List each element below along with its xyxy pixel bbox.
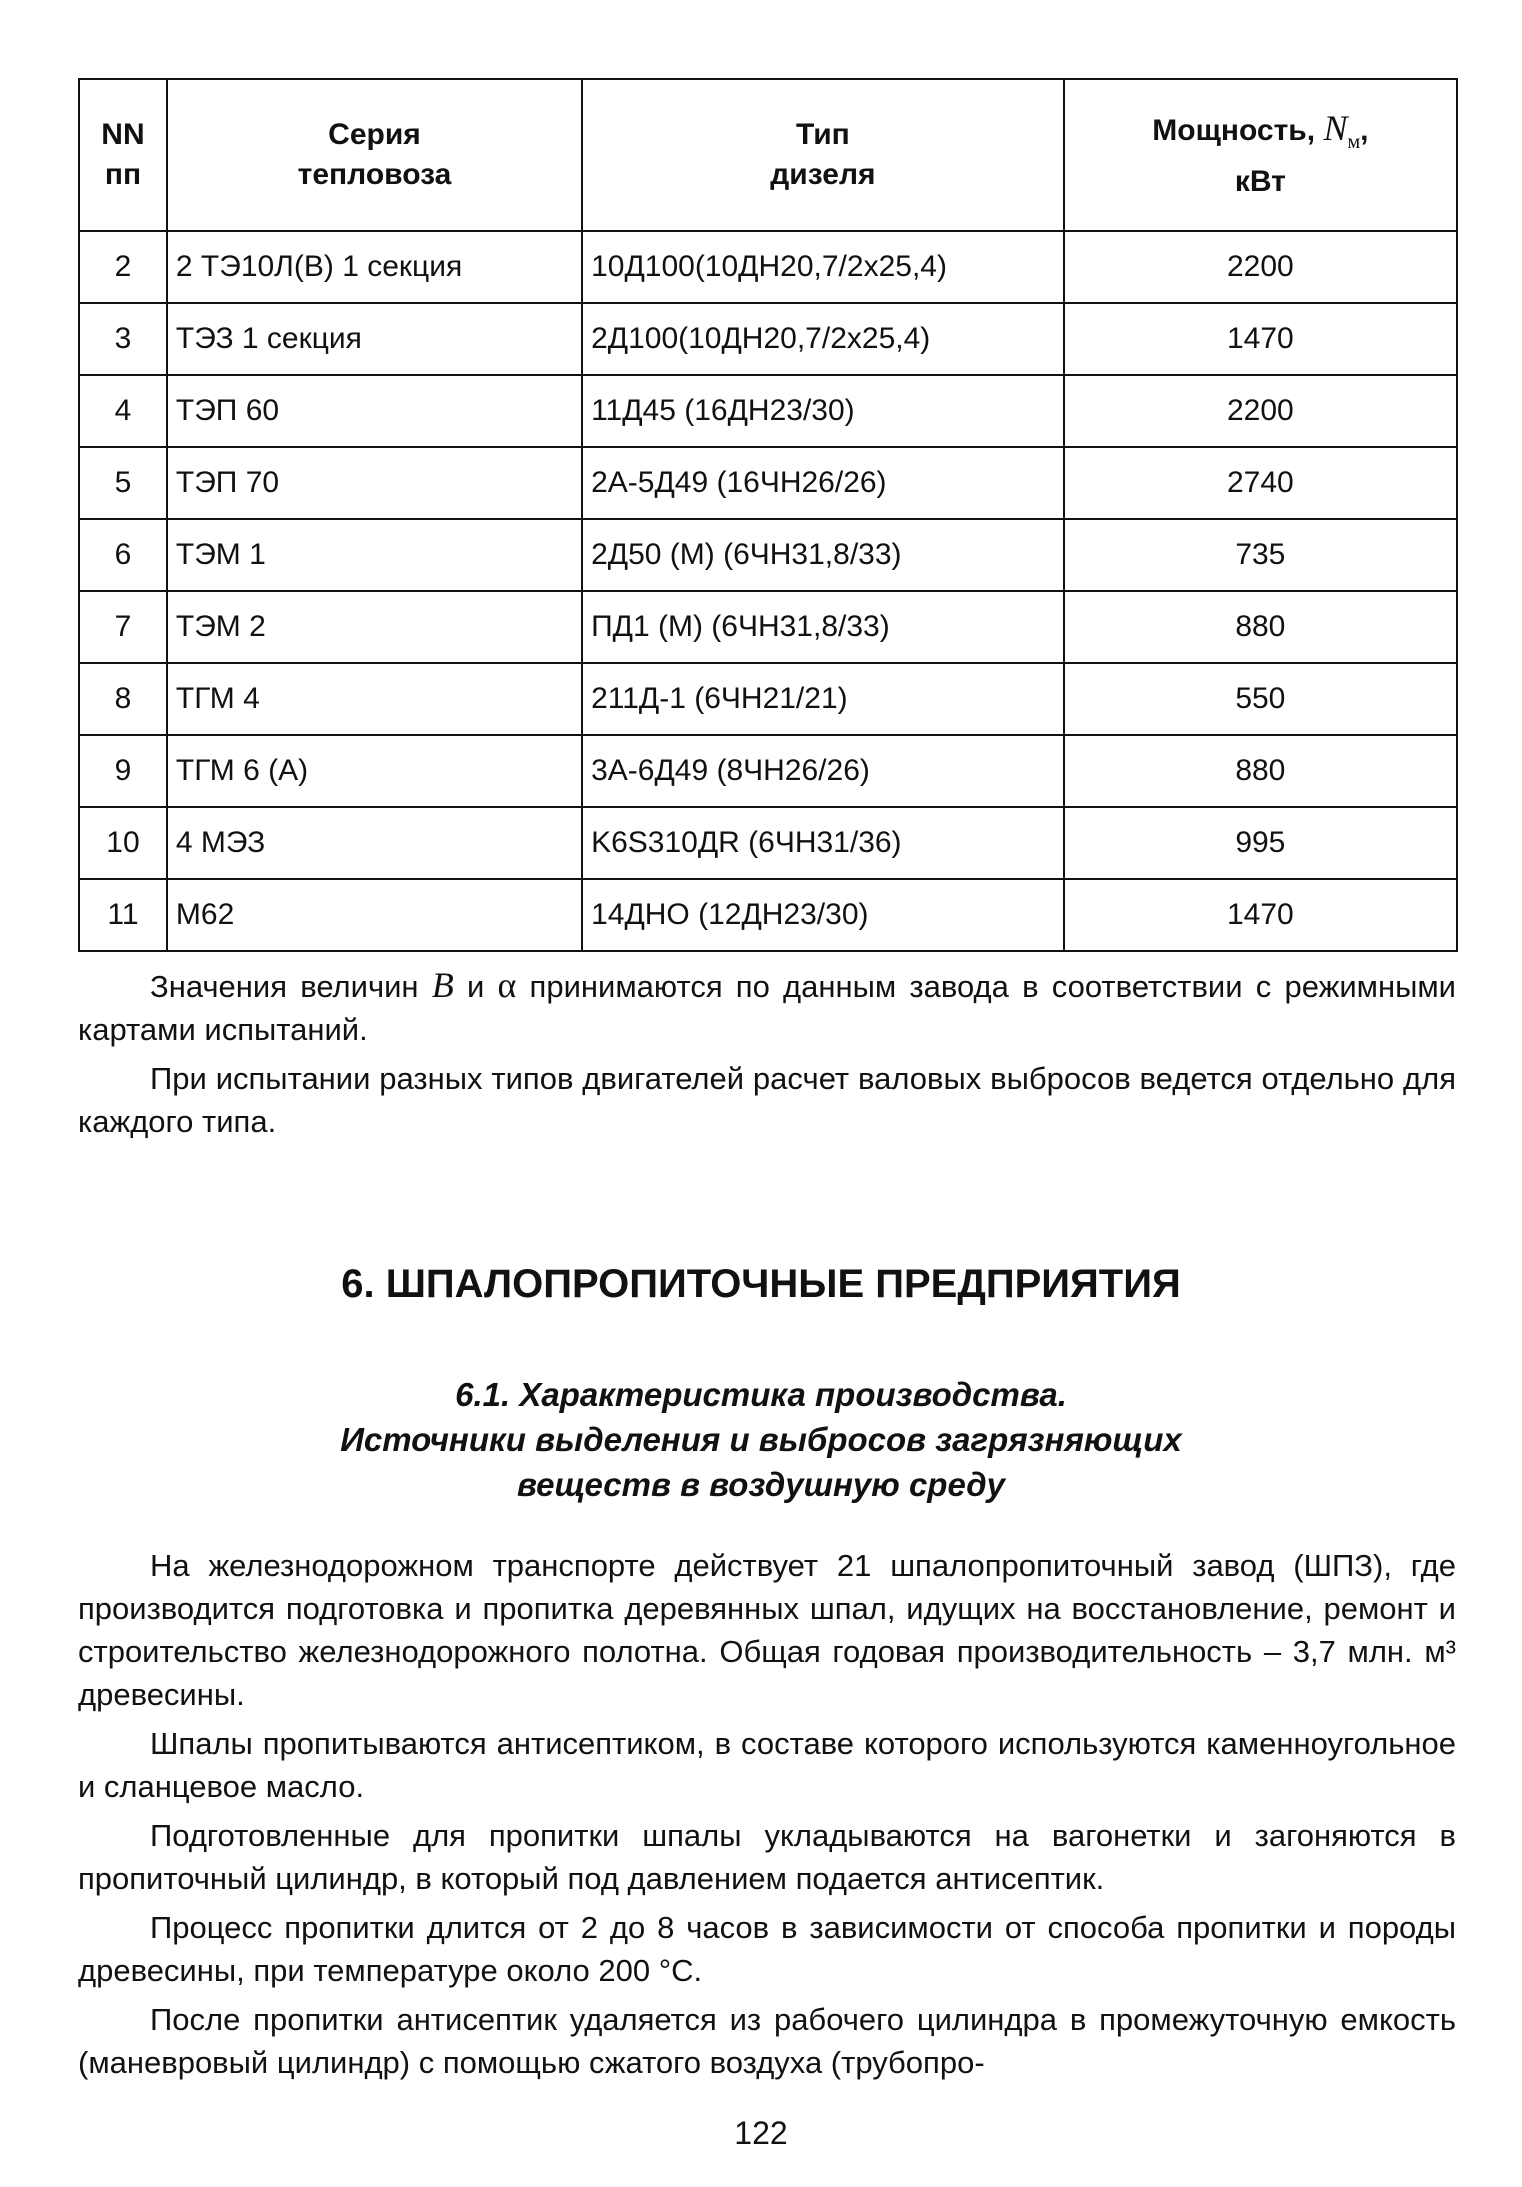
section-title: 6. ШПАЛОПРОПИТОЧНЫЕ ПРЕДПРИЯТИЯ	[341, 1262, 1181, 1306]
header-series: Серия тепловоза	[167, 79, 582, 231]
cell-series: 2 ТЭ10Л(В) 1 секция	[167, 231, 582, 303]
header-diesel: Тип дизеля	[582, 79, 1064, 231]
cell-series: ТГМ 6 (А)	[167, 735, 582, 807]
cell-series: ТЭЗ 1 секция	[167, 303, 582, 375]
cell-num: 3	[79, 303, 167, 375]
table-row	[79, 231, 1457, 303]
cell-num: 2	[79, 231, 167, 303]
cell-num: 9	[79, 735, 167, 807]
cell-series: ТЭП 60	[167, 375, 582, 447]
cell-num: 6	[79, 519, 167, 591]
cell-series: ТЭП 70	[167, 447, 582, 519]
note-paragraph: Значения величин B и α принимаются по данным завода в соответствии с режимными картами испытаний.	[78, 965, 1456, 1047]
cell-diesel: K6S310ДR (6ЧН31/36)	[582, 807, 1064, 879]
cell-power: 995	[1064, 807, 1457, 879]
cell-power: 880	[1064, 735, 1457, 807]
notes	[78, 964, 1456, 1149]
cell-power: 550	[1064, 663, 1457, 735]
cell-diesel: 14ДНО (12ДН23/30)	[582, 879, 1064, 951]
cell-num: 11	[79, 879, 167, 951]
cell-series: ТЭМ 2	[167, 591, 582, 663]
section-subtitle: 6.1. Характеристика производства. Источники выделения и выбросов загрязняющих веществ в воздушную среду	[340, 1376, 1182, 1503]
table-row	[79, 807, 1457, 879]
section-body	[78, 1544, 1456, 2090]
cell-num: 4	[79, 375, 167, 447]
cell-power: 2200	[1064, 375, 1457, 447]
cell-power: 1470	[1064, 303, 1457, 375]
page-number: 122	[734, 2115, 788, 2151]
cell-num: 8	[79, 663, 167, 735]
cell-power: 735	[1064, 519, 1457, 591]
table-row	[79, 663, 1457, 735]
cell-power: 1470	[1064, 879, 1457, 951]
cell-diesel: 211Д-1 (6ЧН21/21)	[582, 663, 1064, 735]
table-row	[79, 591, 1457, 663]
cell-diesel: ПД1 (М) (6ЧН31,8/33)	[582, 591, 1064, 663]
table-row	[79, 375, 1457, 447]
cell-diesel: 3А-6Д49 (8ЧН26/26)	[582, 735, 1064, 807]
note-paragraph: При испытании разных типов двигателей расчет валовых выбросов ведется отдельно для каждого типа.	[78, 1061, 1456, 1139]
cell-power: 880	[1064, 591, 1457, 663]
body-paragraph: Шпалы пропитываются антисептиком, в составе которого используются каменноугольное и сланцевое масло.	[78, 1726, 1456, 1804]
header-power: Мощность, $N_м$, кВт	[1064, 79, 1457, 231]
locomotive-diesel-table	[78, 78, 1458, 952]
table-row	[79, 303, 1457, 375]
cell-series: М62	[167, 879, 582, 951]
body-paragraph: Подготовленные для пропитки шпалы укладываются на вагонетки и загоняются в пропиточный цилиндр, в который под давлением подается антисептик.	[78, 1818, 1456, 1896]
cell-num: 10	[79, 807, 167, 879]
table-header-row	[79, 79, 1457, 231]
header-num: NN пп	[79, 79, 167, 231]
body-paragraph: После пропитки антисептик удаляется из рабочего цилиндра в промежуточную емкость (маневровый цилиндр) с помощью сжатого воздуха (трубопро-	[78, 2002, 1456, 2080]
table-row	[79, 735, 1457, 807]
cell-power: 2740	[1064, 447, 1457, 519]
cell-diesel: 2А-5Д49 (16ЧН26/26)	[582, 447, 1064, 519]
cell-diesel: 2Д100(10ДН20,7/2х25,4)	[582, 303, 1064, 375]
table-row	[79, 519, 1457, 591]
table-row	[79, 879, 1457, 951]
cell-num: 7	[79, 591, 167, 663]
body-paragraph: Процесс пропитки длится от 2 до 8 часов в зависимости от способа пропитки и породы древесины, при температуре около 200 °С.	[78, 1910, 1456, 1988]
cell-series: ТГМ 4	[167, 663, 582, 735]
cell-num: 5	[79, 447, 167, 519]
cell-diesel: 10Д100(10ДН20,7/2х25,4)	[582, 231, 1064, 303]
cell-diesel: 2Д50 (М) (6ЧН31,8/33)	[582, 519, 1064, 591]
body-paragraph: На железнодорожном транспорте действует 21 шпалопропиточный завод (ШПЗ), где производится подготовка и пропитка деревянных шпал, идущих на восстановление, ремонт и строительство железнодорожного полотна. Общая годовая производительность – 3,7 млн. м³ древесины.	[78, 1548, 1456, 1712]
cell-diesel: 11Д45 (16ДН23/30)	[582, 375, 1064, 447]
cell-series: ТЭМ 1	[167, 519, 582, 591]
table-row	[79, 447, 1457, 519]
cell-power: 2200	[1064, 231, 1457, 303]
cell-series: 4 МЭЗ	[167, 807, 582, 879]
